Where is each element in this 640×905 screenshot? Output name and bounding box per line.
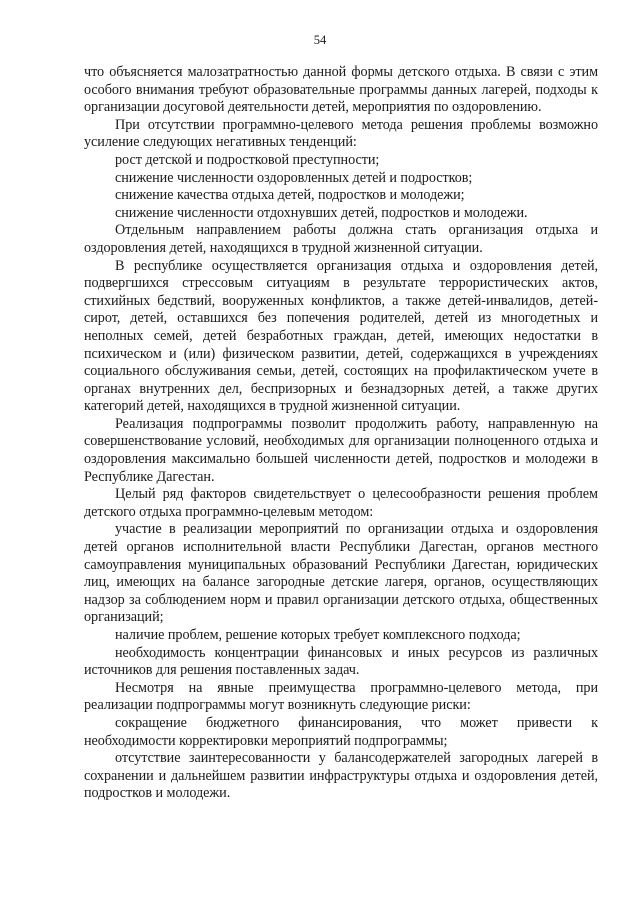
list-item: необходимость концентрации финансовых и иных ресурсов из различных источников для решения поставленных задач.: [84, 644, 598, 679]
page-number: 54: [313, 33, 327, 47]
list-item: рост детской и подростковой преступности;: [115, 151, 380, 168]
paragraph: что объясняется малозатратностью данной формы детского отдыха. В связи с этим особого внимания требуют образовательные программы данных лагерей, подходы к организации досуговой деятельности детей, мероприятия по оздоровлению.: [84, 64, 598, 116]
body-text: [84, 64, 598, 803]
list-item: наличие проблем, решение которых требует комплексного подхода;: [115, 627, 521, 643]
list-item: участие в реализации мероприятий по организации отдыха и оздоровления детей органов исполнительной власти Республики Дагестан, органов местного самоуправления муниципальных образований Республики Дагестан, юридических лиц, имеющих на балансе загородные детские лагеря, органов, осуществляющих надзор за соблюдением норм и правил организации детского отдыха, общественных организаций;: [84, 521, 598, 626]
list-item: сокращение бюджетного финансирования, что может привести к необходимости корректировки мероприятий подпрограммы;: [84, 714, 598, 749]
paragraph: В республике осуществляется организация отдыха и оздоровления детей, подвергшихся стрессовым ситуациям в результате террористических актов, стихийных бедствий, вооруженных конфликтов, а также детей-инвалидов, детей-сирот, детей, оставшихся без попечения родителей, детей из многодетных и неполных семей, детей безработных граждан, детей, имеющих недостатки в психическом и (или) физическом развитии, детей, содержащихся в учреждениях социального обслуживания семьи, детей, состоящих на профилактическом учете в органах внутренних дел, беспризорных и безнадзорных детей, а также других категорий детей, находящихся в трудной жизненной ситуации.: [84, 257, 598, 415]
paragraph: Целый ряд факторов свидетельствует о целесообразности решения проблем детского отдыха программно-целевым методом:: [84, 486, 598, 520]
paragraph: Несмотря на явные преимущества программно-целевого метода, при реализации подпрограммы могут возникнуть следующие риски:: [84, 679, 598, 714]
paragraph: Отдельным направлением работы должна стать организация отдыха и оздоровления детей, находящихся в трудной жизненной ситуации.: [84, 222, 598, 256]
list-item: снижение численности отдохнувших детей, подростков и молодежи.: [115, 204, 528, 221]
paragraph: Реализация подпрограммы позволит продолжить работу, направленную на совершенствование условий, необходимых для организации полноценного отдыха и оздоровления максимально большей численности детей, подростков и молодежи в Республике Дагестан.: [84, 415, 598, 485]
list-item: отсутствие заинтересованности у балансодержателей загородных лагерей в сохранении и дальнейшем развитии инфраструктуры отдыха и оздоровления детей, подростков и молодежи.: [84, 750, 598, 802]
paragraph: При отсутствии программно-целевого метода решения проблемы возможно усиление следующих негативных тенденций:: [84, 116, 598, 151]
list-item: снижение качества отдыха детей, подростков и молодежи;: [115, 187, 465, 204]
list-item: снижение численности оздоровленных детей и подростков;: [115, 169, 473, 186]
